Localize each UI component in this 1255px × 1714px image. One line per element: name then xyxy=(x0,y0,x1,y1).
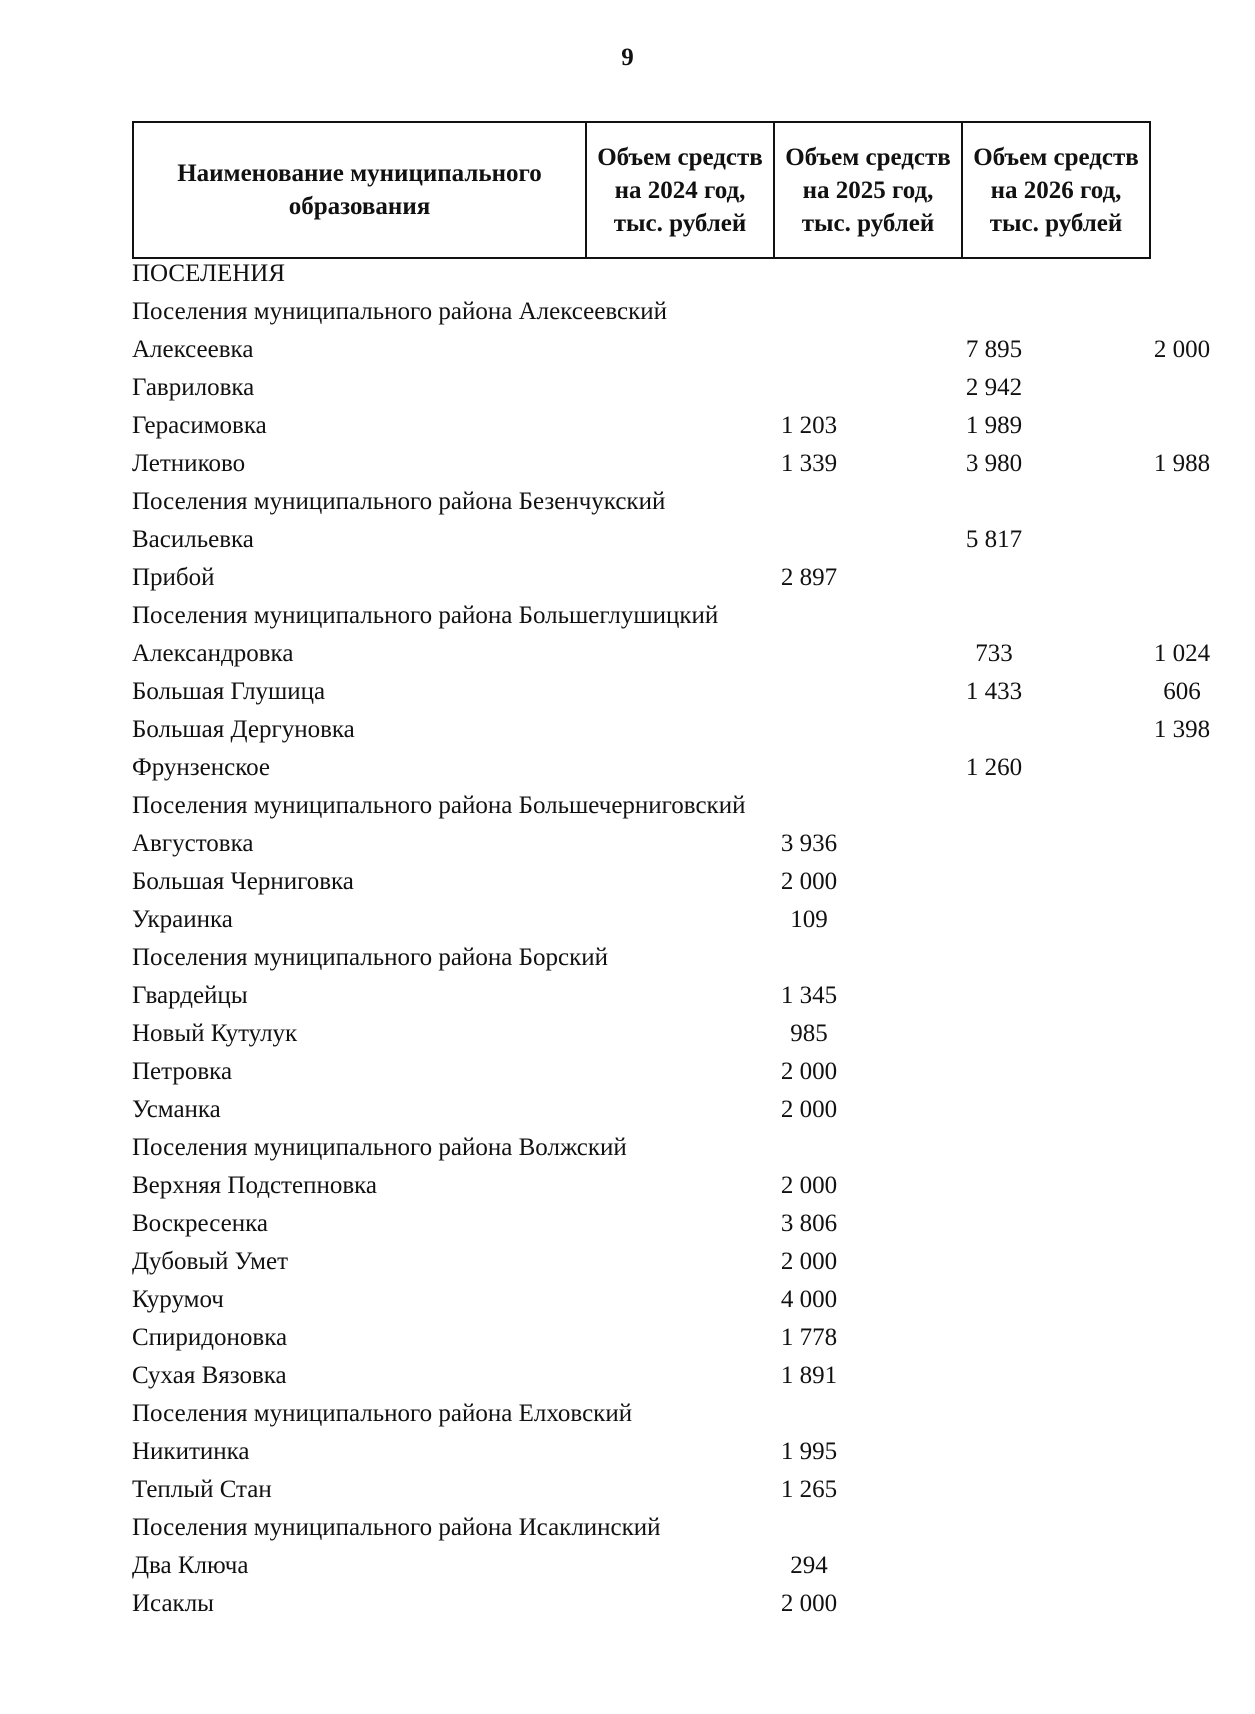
row-name: Александровка xyxy=(132,640,294,667)
value-2024: 109 xyxy=(790,906,828,933)
row-name: Летниково xyxy=(132,450,246,477)
value-2024: 1 995 xyxy=(780,1438,838,1465)
table-row xyxy=(132,1395,1142,1433)
table-row xyxy=(132,255,1142,293)
row-name: Герасимовка xyxy=(132,412,267,439)
value-2024: 2 897 xyxy=(780,564,838,591)
value-2026: 606 xyxy=(1163,678,1201,705)
header-2025: Объем средств на 2025 год, тыс. рублей xyxy=(774,122,962,258)
value-2024: 3 936 xyxy=(780,830,838,857)
row-name: Большая Черниговка xyxy=(132,868,354,895)
value-2024: 2 000 xyxy=(780,1096,838,1123)
table-row xyxy=(132,1433,1142,1471)
row-name: Никитинка xyxy=(132,1438,250,1465)
row-name: Алексеевка xyxy=(132,336,254,363)
row-name: Украинка xyxy=(132,906,233,933)
value-2025: 7 895 xyxy=(965,336,1023,363)
value-2025: 1 260 xyxy=(965,754,1023,781)
value-2024: 2 000 xyxy=(780,1172,838,1199)
row-name: Верхняя Подстепновка xyxy=(132,1172,377,1199)
table-row xyxy=(132,1547,1142,1585)
table-row xyxy=(132,1509,1142,1547)
table-row xyxy=(132,445,1211,483)
row-name: Воскресенка xyxy=(132,1210,268,1237)
value-2024: 4 000 xyxy=(780,1286,838,1313)
table-row xyxy=(132,369,1142,407)
row-name: Петровка xyxy=(132,1058,233,1085)
value-2024: 2 000 xyxy=(780,1590,838,1617)
row-name: Курумоч xyxy=(132,1286,224,1313)
table-row xyxy=(132,901,1142,939)
value-2024: 1 345 xyxy=(780,982,838,1009)
row-name: Усманка xyxy=(132,1096,221,1123)
table-row xyxy=(132,977,1142,1015)
value-2024: 2 000 xyxy=(780,1058,838,1085)
header-2024: Объем средств на 2024 год, тыс. рублей xyxy=(586,122,774,258)
value-2024: 2 000 xyxy=(780,868,838,895)
row-name: Дубовый Умет xyxy=(132,1248,289,1275)
table-row xyxy=(132,331,1211,369)
table-row xyxy=(132,521,1142,559)
row-name: Поселения муниципального района Алексеевский xyxy=(132,298,668,325)
table-body xyxy=(132,255,1211,1623)
row-name: Два Ключа xyxy=(132,1552,249,1579)
table-row xyxy=(132,1129,1142,1167)
value-2026: 2 000 xyxy=(1153,336,1211,363)
row-name: Августовка xyxy=(132,830,254,857)
table-row xyxy=(132,483,1142,521)
table-row xyxy=(132,825,1142,863)
value-2025: 3 980 xyxy=(965,450,1023,477)
table-row xyxy=(132,673,1201,711)
table-row xyxy=(132,1281,1142,1319)
value-2026: 1 398 xyxy=(1153,716,1211,743)
table-row xyxy=(132,1167,1142,1205)
value-2024: 1 203 xyxy=(780,412,838,439)
row-name: Спиридоновка xyxy=(132,1324,288,1351)
value-2024: 1 265 xyxy=(780,1476,838,1503)
table-row xyxy=(132,1471,1142,1509)
table-row xyxy=(132,635,1211,673)
table-row xyxy=(132,939,1142,977)
value-2025: 2 942 xyxy=(965,374,1023,401)
value-2025: 1 989 xyxy=(965,412,1023,439)
row-name: Поселения муниципального района Исаклинский xyxy=(132,1514,661,1541)
value-2024: 294 xyxy=(790,1552,828,1579)
table-row xyxy=(132,1319,1142,1357)
value-2024: 1 339 xyxy=(780,450,838,477)
row-name: Поселения муниципального района Борский xyxy=(132,944,608,971)
table-row xyxy=(132,749,1142,787)
table-row xyxy=(132,863,1142,901)
value-2024: 3 806 xyxy=(780,1210,838,1237)
row-name: Гавриловка xyxy=(132,374,255,401)
row-name: ПОСЕЛЕНИЯ xyxy=(132,260,286,287)
value-2024: 2 000 xyxy=(780,1248,838,1275)
table-row xyxy=(132,787,1142,825)
row-name: Теплый Стан xyxy=(132,1476,272,1503)
table-row xyxy=(132,597,1142,635)
table-row xyxy=(132,1243,1142,1281)
table-row xyxy=(132,1585,1142,1623)
table-row xyxy=(132,1015,1142,1053)
table-row xyxy=(132,711,1211,749)
row-name: Поселения муниципального района Большечерниговский xyxy=(132,792,746,819)
row-name: Васильевка xyxy=(132,526,254,553)
value-2024: 1 891 xyxy=(780,1362,838,1389)
table-row xyxy=(132,293,1142,331)
table-row xyxy=(132,559,1142,597)
table-header xyxy=(132,121,1151,259)
value-2026: 1 024 xyxy=(1153,640,1211,667)
row-name: Поселения муниципального района Волжский xyxy=(132,1134,627,1161)
page-number: 9 xyxy=(621,44,634,71)
value-2025: 733 xyxy=(975,640,1013,667)
row-name: Прибой xyxy=(132,564,215,591)
row-name: Фрунзенское xyxy=(132,754,271,781)
value-2025: 1 433 xyxy=(965,678,1023,705)
header-name: Наименование муниципального образования xyxy=(133,122,586,258)
table-row xyxy=(132,1053,1142,1091)
value-2026: 1 988 xyxy=(1153,450,1211,477)
row-name: Поселения муниципального района Елховский xyxy=(132,1400,633,1427)
value-2025: 5 817 xyxy=(965,526,1023,553)
row-name: Большая Глушица xyxy=(132,678,326,705)
table-row xyxy=(132,407,1142,445)
row-name: Сухая Вязовка xyxy=(132,1362,287,1389)
table-row xyxy=(132,1205,1142,1243)
row-name: Поселения муниципального района Безенчукский xyxy=(132,488,666,515)
row-name: Большая Дергуновка xyxy=(132,716,355,743)
row-name: Исаклы xyxy=(132,1590,214,1617)
table-row xyxy=(132,1091,1142,1129)
value-2024: 1 778 xyxy=(780,1324,838,1351)
row-name: Гвардейцы xyxy=(132,982,248,1009)
row-name: Новый Кутулук xyxy=(132,1020,298,1047)
row-name: Поселения муниципального района Большеглушицкий xyxy=(132,602,719,629)
value-2024: 985 xyxy=(790,1020,828,1047)
header-2026: Объем средств на 2026 год, тыс. рублей xyxy=(962,122,1150,258)
table-row xyxy=(132,1357,1142,1395)
